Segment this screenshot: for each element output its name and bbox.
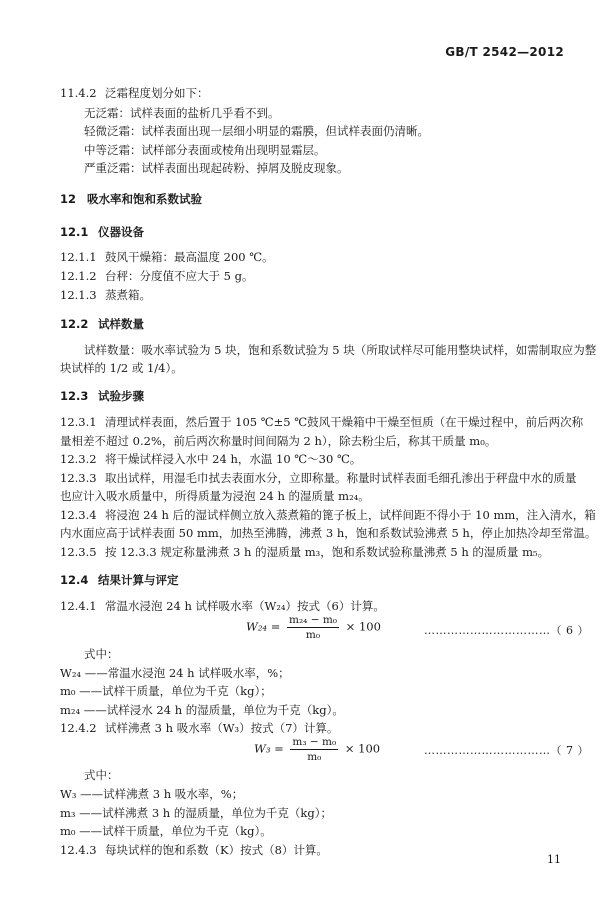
clause-12-4-1: 12.4.1 常温水浸泡 24 h 试样吸水率（W₂₄）按式（6）计算。	[60, 599, 385, 613]
clause-12-1-2: 12.1.2 台秤：分度值不应大于 5 g。	[60, 269, 254, 283]
section-heading-12-1: 12.1 仪器设备	[60, 225, 144, 239]
efflorescence-slight: 轻微泛霜：试样表面出现一层细小明显的霜膜，但试样表面仍清晰。	[84, 124, 429, 138]
clause-12-1-1: 12.1.1 鼓风干燥箱：最高温度 200 ℃。	[60, 250, 274, 264]
section-heading-12-4: 12.4 结果计算与评定	[60, 573, 179, 587]
var-def-m24: m₂₄ ——试样浸水 24 h 的湿质量，单位为千克（kg）。	[60, 703, 344, 717]
formula-6-leader: ……………………………（ 6 ）	[424, 624, 589, 637]
formula-6: W₂₄ = $\frac{\text{m₂₄ − m₀}}{\text{m₀}}$ × 100	[246, 614, 381, 641]
clause-12-3-2: 12.3.2 将干燥试样浸入水中 24 h，水温 10 ℃～30 ℃。	[60, 452, 362, 466]
section-heading-12-2: 12.2 试样数量	[60, 317, 144, 331]
formula-6-fraction: $\frac{\text{m₂₄ − m₀}}{\text{m₀}}$	[289, 614, 338, 641]
clause-12-3-4-cont: 内水面应高于试样表面 50 mm，加热至沸腾，沸煮 3 h，饱和系数试验沸煮 5 h，停止加热冷却至常温。	[60, 526, 597, 540]
efflorescence-severe: 严重泛霜：试样表面出现起砖粉、掉屑及脱皮现象。	[84, 161, 349, 175]
clause-12-3-4: 12.3.4 将浸泡 24 h 后的湿试样侧立放入蒸煮箱的篦子板上，试样间距不得小于 10 mm，注入清水，箱	[60, 508, 596, 522]
section-heading-12: 12 吸水率和饱和系数试验	[60, 192, 202, 206]
clause-12-3-3-cont: 也应计入吸水质量中，所得质量为浸泡 24 h 的湿质量 m₂₄。	[60, 489, 370, 503]
formula-7-fraction: $\frac{\text{m₃ − m₀}}{\text{m₀}}$	[292, 736, 337, 763]
clause-12-3-5: 12.3.5 按 12.3.3 规定称量沸煮 3 h 的湿质量 m₃，饱和系数试验称量沸煮 5 h 的湿质量 m₅。	[60, 545, 550, 559]
sample-count-text-1: 试样数量：吸水率试验为 5 块，饱和系数试验为 5 块（所取试样尽可能用整块试样，如需制取应为整	[84, 343, 597, 357]
formula-7: W₃ = $\frac{\text{m₃ − m₀}}{\text{m₀}}$ × 100	[254, 736, 381, 763]
efflorescence-medium: 中等泛霜：试样部分表面或棱角出现明显霜层。	[84, 143, 326, 157]
var-def-m0: m₀ ——试样干质量，单位为千克（kg）；	[60, 684, 272, 698]
section-heading-12-3: 12.3 试验步骤	[60, 389, 144, 403]
efflorescence-none: 无泛霜：试样表面的盐析几乎看不到。	[84, 106, 280, 120]
clause-12-4-3: 12.4.3 每块试样的饱和系数（K）按式（8）计算。	[60, 843, 328, 857]
clause-12-1-3: 12.1.3 蒸煮箱。	[60, 288, 151, 302]
var-def-w24: W₂₄ ——常温水浸泡 24 h 试样吸水率，%；	[60, 666, 290, 680]
var-def-m0-b: m₀ ——试样干质量，单位为千克（kg）。	[60, 824, 272, 838]
clause-12-3-3: 12.3.3 取出试样，用湿毛巾拭去表面水分，立即称量。称量时试样表面毛细孔渗出于秤盘中水的质量	[60, 471, 577, 485]
clause-11-4-2: 11.4.2 泛霜程度划分如下：	[60, 86, 209, 100]
clause-12-4-2: 12.4.2 试样沸煮 3 h 吸水率（W₃）按式（7）计算。	[60, 721, 339, 735]
where-label-7: 式中：	[84, 768, 119, 782]
sample-count-text-2: 块试样的 1/2 或 1/4）。	[60, 361, 183, 375]
var-def-m3: m₃ ——试样沸煮 3 h 的湿质量，单位为千克（kg）；	[60, 806, 332, 820]
formula-7-leader: ……………………………（ 7 ）	[424, 744, 589, 757]
standard-code: GB/T 2542—2012	[445, 45, 564, 59]
clause-12-3-1: 12.3.1 清理试样表面，然后置于 105 ℃±5 ℃鼓风干燥箱中干燥至恒质（在干燥过程中，前后两次称	[60, 415, 584, 429]
page-number: 11	[547, 853, 561, 866]
var-def-w3: W₃ ——试样沸煮 3 h 吸水率，%；	[60, 787, 244, 801]
clause-12-3-1-cont: 量相差不超过 0.2%，前后两次称量时间间隔为 2 h），除去粉尘后，称其干质量 m₀。	[60, 434, 497, 448]
where-label-6: 式中：	[84, 647, 119, 661]
